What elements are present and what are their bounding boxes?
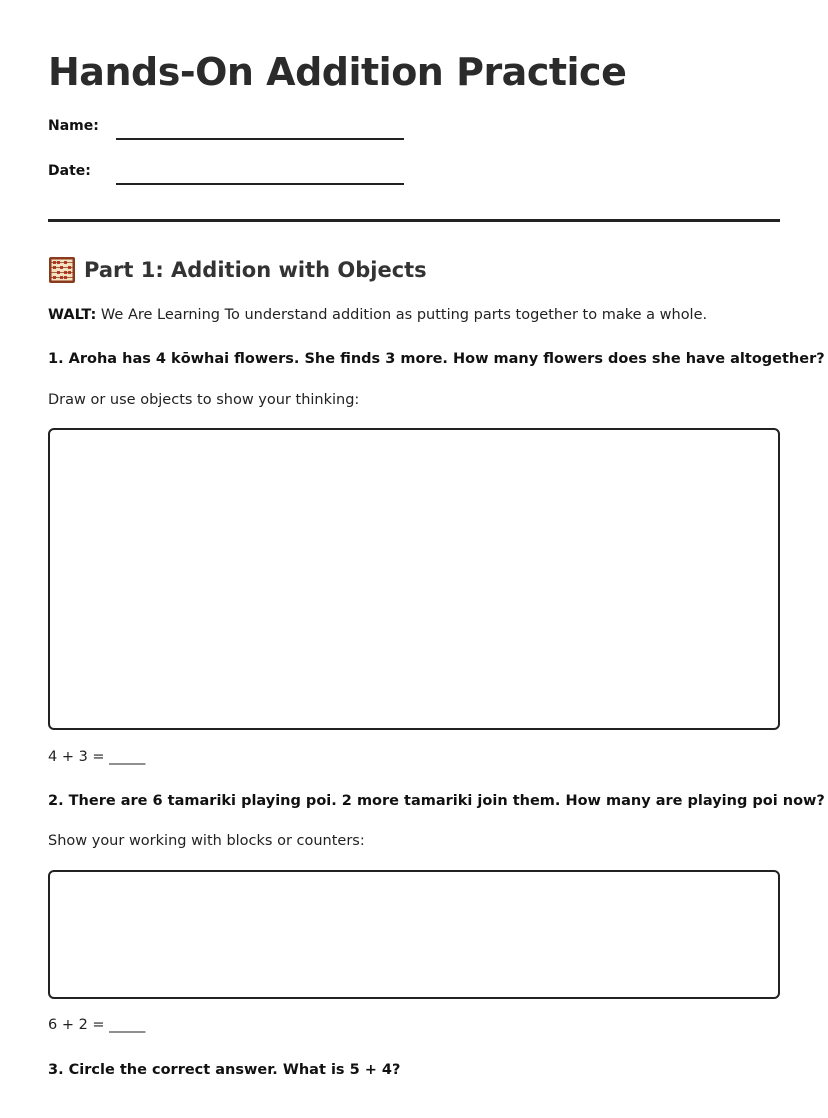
name-field-row: [48, 118, 408, 142]
question-1-drawing-box[interactable]: [48, 428, 780, 730]
walt-text: We Are Learning To understand addition as putting parts together to make a whole.: [96, 307, 708, 323]
name-label: Name:: [48, 118, 99, 134]
date-blank-line[interactable]: [116, 183, 404, 185]
date-field-row: [48, 163, 408, 187]
date-label: Date:: [48, 163, 91, 179]
name-blank-line[interactable]: [116, 138, 404, 140]
question-2-working-box[interactable]: [48, 870, 780, 999]
question-3-prompt: 3. Circle the correct answer. What is 5 + 4?: [48, 1062, 401, 1078]
question-2-instruction: Show your working with blocks or counters:: [48, 833, 365, 849]
walt-label: WALT:: [48, 307, 97, 323]
abacus-icon: [48, 256, 76, 284]
part1-heading-text: Part 1: Addition with Objects: [84, 258, 427, 282]
question-2-equation[interactable]: 6 + 2 = _____: [48, 1017, 146, 1033]
question-1-instruction: Draw or use objects to show your thinking:: [48, 392, 360, 408]
walt-statement: [48, 307, 707, 323]
question-1-prompt: 1. Aroha has 4 kōwhai flowers. She finds 3 more. How many flowers does she have altogether?: [48, 351, 825, 367]
question-2-prompt: 2. There are 6 tamariki playing poi. 2 more tamariki join them. How many are playing poi now?: [48, 793, 825, 809]
question-1-equation[interactable]: 4 + 3 = _____: [48, 749, 146, 765]
part1-heading: [48, 256, 427, 284]
header-divider: [48, 219, 780, 222]
page-title: Hands-On Addition Practice: [48, 50, 627, 94]
